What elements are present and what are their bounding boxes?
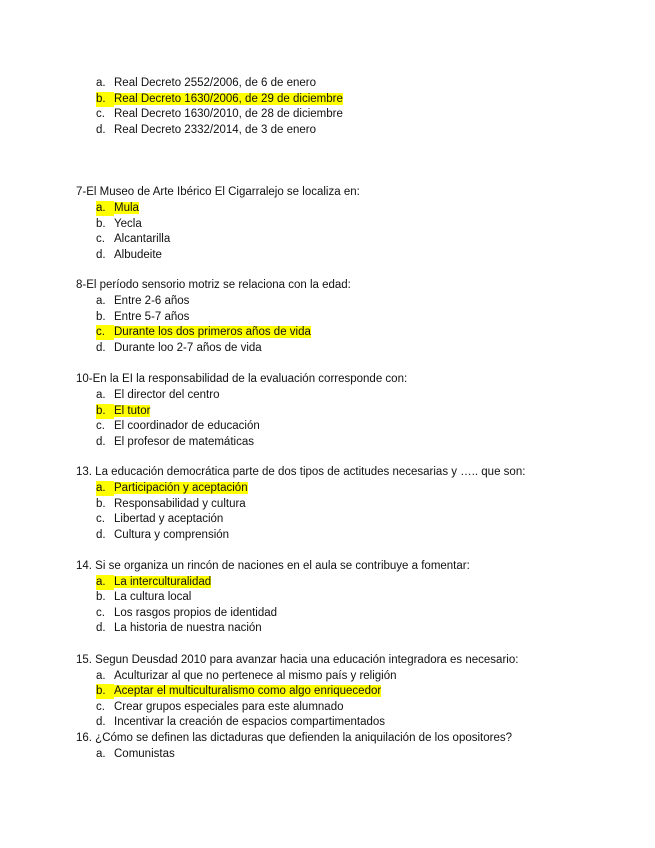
option-letter: a. — [96, 77, 106, 89]
option-text: Cultura y comprensión — [114, 529, 230, 541]
option-text: Aculturizar al que no pertenece al mismo país y religión — [114, 670, 397, 682]
option-letter: c. — [96, 325, 114, 340]
option-letter: c. — [96, 607, 105, 619]
option-text: Libertad y aceptación — [114, 513, 224, 525]
question-text: 15. Segun Deusdad 2010 para avanzar hacia una educación integradora es necesario: — [76, 654, 519, 666]
option-text: El director del centro — [114, 389, 220, 401]
option-item — [96, 404, 150, 419]
option-text: Comunistas — [114, 748, 175, 760]
option-item — [96, 388, 219, 403]
option-text: Durante loo 2-7 años de vida — [114, 342, 262, 354]
option-item — [96, 294, 189, 309]
option-item — [96, 107, 343, 122]
option-letter: d. — [96, 716, 106, 728]
option-letter: d. — [96, 124, 106, 136]
option-item — [96, 528, 229, 543]
option-text: El coordinador de educación — [114, 420, 260, 432]
option-letter: c. — [96, 420, 105, 432]
option-item — [96, 590, 191, 605]
option-letter: b. — [96, 404, 114, 419]
option-item — [96, 310, 189, 325]
option-item — [96, 435, 254, 450]
option-letter: d. — [96, 622, 106, 634]
option-item — [96, 512, 223, 527]
option-text: Entre 2-6 años — [114, 295, 190, 307]
option-text: Real Decreto 2552/2006, de 6 de enero — [114, 77, 317, 89]
option-item — [96, 217, 142, 232]
option-item — [96, 747, 175, 762]
option-item — [96, 606, 277, 621]
option-text: Crear grupos especiales para este alumnado — [114, 701, 344, 713]
option-letter: c. — [96, 513, 105, 525]
option-letter: b. — [96, 92, 114, 107]
question-text: 14. Si se organiza un rincón de naciones en el aula se contribuye a fomentar: — [76, 560, 470, 572]
option-item — [96, 481, 248, 496]
option-item — [96, 325, 311, 340]
option-text: El tutor — [114, 405, 151, 417]
option-text: Yecla — [114, 218, 142, 230]
option-item — [96, 684, 381, 699]
option-text: Albudeite — [114, 249, 162, 261]
option-letter: d. — [96, 342, 106, 354]
option-text: Entre 5-7 años — [114, 311, 190, 323]
option-letter: b. — [96, 311, 106, 323]
option-item — [96, 419, 260, 434]
option-item — [96, 76, 316, 91]
option-letter: a. — [96, 201, 114, 216]
option-text: Real Decreto 2332/2014, de 3 de enero — [114, 124, 317, 136]
option-text: Incentivar la creación de espacios compartimentados — [114, 716, 386, 728]
option-letter: a. — [96, 670, 106, 682]
option-text: Real Decreto 1630/2006, de 29 de diciembre — [114, 93, 343, 105]
option-text: La historia de nuestra nación — [114, 622, 262, 634]
option-text: Alcantarilla — [114, 233, 171, 245]
option-text: Responsabilidad y cultura — [114, 498, 246, 510]
option-letter: c. — [96, 701, 105, 713]
option-item — [96, 715, 385, 730]
option-letter: a. — [96, 748, 106, 760]
option-letter: a. — [96, 575, 114, 590]
option-text: Aceptar el multiculturalismo como algo enriquecedor — [114, 685, 382, 697]
option-item — [96, 92, 343, 107]
question-text: 10-En la EI la responsabilidad de la evaluación corresponde con: — [76, 373, 408, 385]
option-letter: b. — [96, 218, 106, 230]
option-letter: a. — [96, 481, 114, 496]
option-letter: d. — [96, 436, 106, 448]
option-letter: c. — [96, 233, 105, 245]
question-text: 13. La educación democrática parte de dos tipos de actitudes necesarias y ….. que son: — [76, 466, 526, 478]
question-text: 16. ¿Cómo se definen las dictaduras que defienden la aniquilación de los opositores? — [76, 732, 513, 744]
option-letter: d. — [96, 249, 106, 261]
option-item — [96, 700, 344, 715]
option-text: Mula — [114, 202, 139, 214]
option-item — [96, 341, 262, 356]
question-text: 7-El Museo de Arte Ibérico El Cigarralejo se localiza en: — [76, 186, 360, 198]
option-text: La cultura local — [114, 591, 192, 603]
option-letter: b. — [96, 498, 106, 510]
option-letter: c. — [96, 108, 105, 120]
option-text: Participación y aceptación — [114, 482, 248, 494]
option-item — [96, 123, 316, 138]
option-letter: b. — [96, 591, 106, 603]
option-item — [96, 232, 170, 247]
option-letter: b. — [96, 684, 114, 699]
question-text: 8-El período sensorio motriz se relaciona con la edad: — [76, 279, 351, 291]
option-item — [96, 248, 162, 263]
option-item — [96, 497, 246, 512]
option-letter: d. — [96, 529, 106, 541]
option-item — [96, 621, 262, 636]
option-letter: a. — [96, 389, 106, 401]
option-text: Los rasgos propios de identidad — [114, 607, 278, 619]
option-letter: a. — [96, 295, 106, 307]
option-item — [96, 201, 139, 216]
option-text: La interculturalidad — [114, 576, 212, 588]
option-item — [96, 575, 211, 590]
option-item — [96, 669, 397, 684]
option-text: El profesor de matemáticas — [114, 436, 254, 448]
option-text: Durante los dos primeros años de vida — [114, 326, 311, 338]
option-text: Real Decreto 1630/2010, de 28 de diciembre — [114, 108, 343, 120]
